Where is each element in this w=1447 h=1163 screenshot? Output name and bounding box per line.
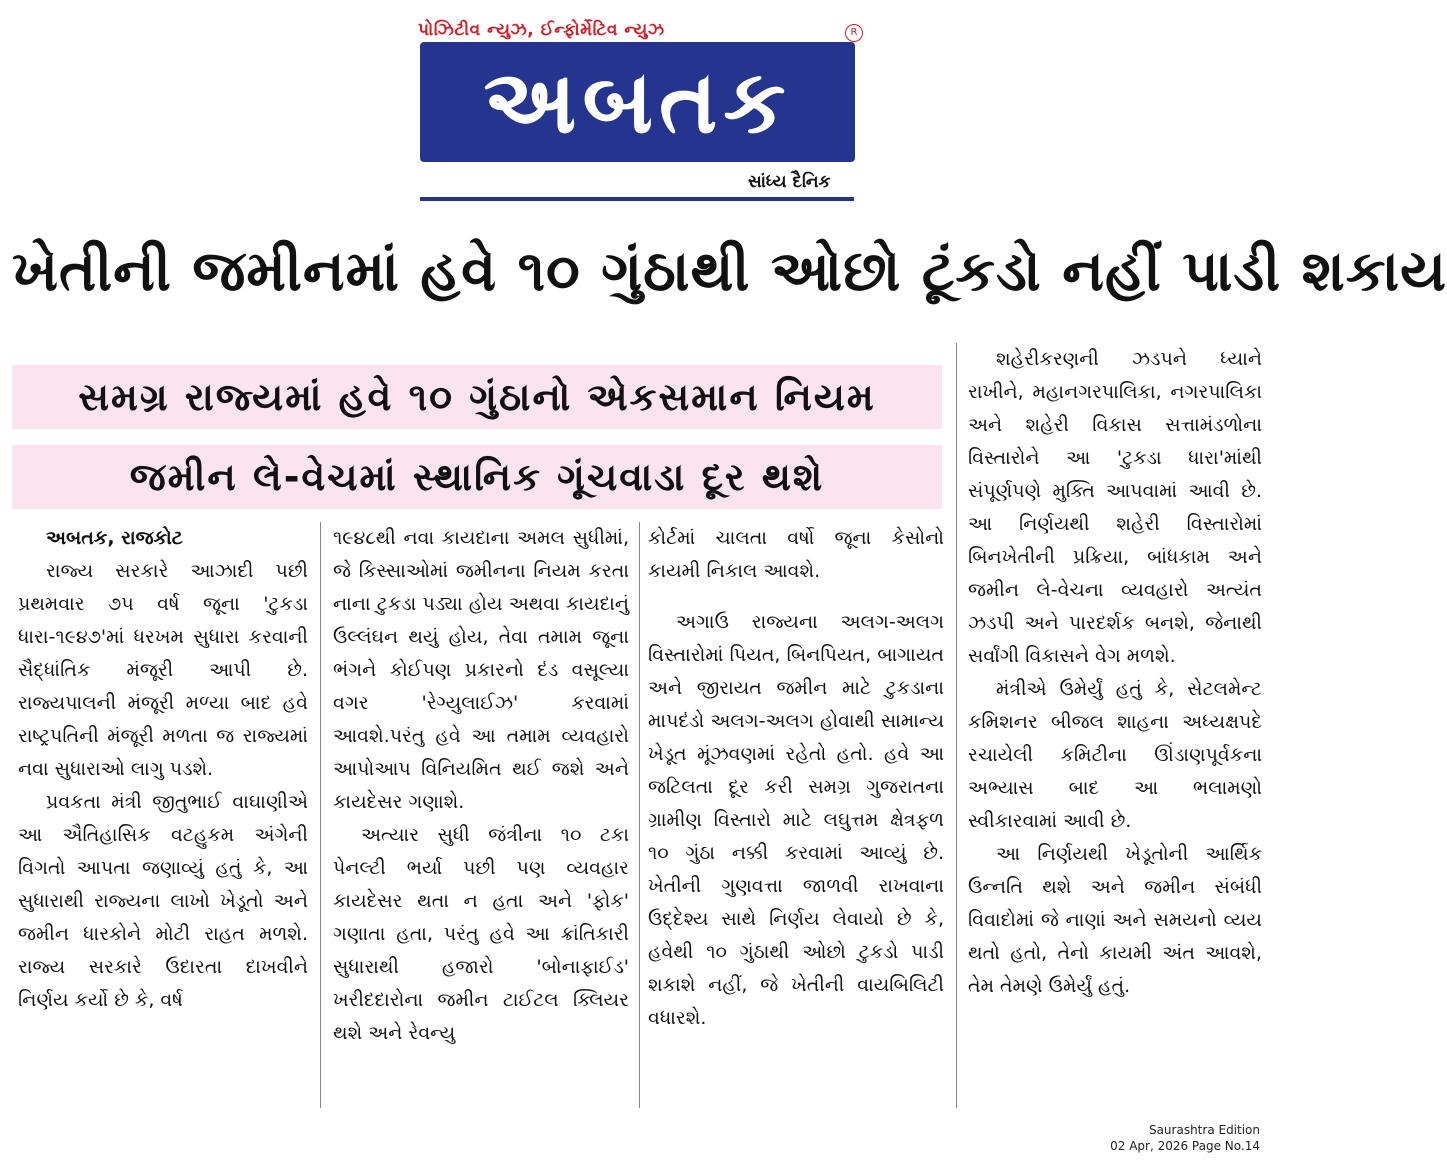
paragraph: મંત્રીએ ઉમેર્યું હતું કે, સેટલમેન્ટ કમિશનર બીજલ શાહના અધ્યક્ષપદે રચાયેલી કમિટીના ઊંડાણપૂર્વકના અભ્યાસ બાદ આ ભલામણો સ્વીકારવામાં આવી છે. — [968, 678, 1262, 832]
registered-mark: R — [845, 24, 863, 42]
column-divider — [956, 343, 957, 1108]
edition-date-page: 02 Apr, 2026 Page No.14 — [1110, 1139, 1260, 1153]
article-column-2 — [333, 522, 629, 1050]
subheadline-2: જમીન લે-વેચમાં સ્થાનિક ગૂંચવાડા દૂર થશે — [12, 445, 942, 509]
masthead — [0, 0, 1274, 210]
masthead-tagline: પોઝિટીવ ન્યુઝ, ઈન્ફોર્મેટિવ ન્યુઝ — [418, 20, 665, 40]
paragraph: પ્રવકતા મંત્રી જીતુભાઈ વાઘાણીએ આ ઐતિહાસિક વટહુકમ અંગેની વિગતો આપતા જણાવ્યું હતું કે, આ સુધારાથી રાજ્યના લાખો ખેડૂતો અને જમીન ધારકોને મોટી રાહત મળશે. રાજ્ય સરકારે ઉદારતા દાખવીને નિર્ણય કર્યો છે કે, વર્ષ — [18, 791, 308, 1011]
newspaper-logo: અબતક — [420, 42, 855, 162]
paragraph: આ નિર્ણયથી ખેડૂતોની આર્થિક ઉન્નતિ થશે અને જમીન સંબંધી વિવાદોમાં જે નાણાં અને સમયનો વ્યય થતો હતો, તેનો કાયમી અંત આવશે, તેમ તેમણે ઉમેર્યું હતું. — [968, 843, 1262, 997]
paragraph: કોર્ટમાં ચાલતા વર્ષો જૂના કેસોનો કાયમી નિકાલ આવશે. — [648, 527, 944, 582]
main-headline: ખેતીની જમીનમાં હવે ૧૦ ગુંઠાથી ઓછો ટૂંકડો નહીં પાડી શકાય — [12, 239, 1447, 304]
masthead-underline — [420, 197, 854, 201]
article-column-4 — [968, 343, 1262, 1003]
column-divider — [320, 522, 321, 1108]
edition-name: Saurashtra Edition — [1148, 1123, 1260, 1137]
paragraph: ૧૯૪૮થી નવા કાયદાના અમલ સુધીમાં, જે કિસ્સાઓમાં જમીનના નિયમ કરતા નાના ટુકડા પડ્યા હોય અથવા કાયદાનું ઉલ્લંઘન થયું હોય, તેવા તમામ જૂના ભંગને કોઈપણ પ્રકારનો દંડ વસૂલ્યા વગર 'રેગ્યુલાઈઝ' કરવામાં આવશે.પરંતુ હવે આ તમામ વ્યવહારો આપોઆપ વિનિયમિત થઈ જશે અને કાયદેસર ગણાશે. — [333, 527, 629, 813]
paragraph: અગાઉ રાજ્યના અલગ-અલગ વિસ્તારોમાં પિયત, બિનપિયત, બાગાયત અને જીરાયત જમીન માટે ટુકડાના માપદંડો અલગ-અલગ હોવાથી સામાન્ય ખેડૂત મૂંઝવણમાં રહેતો હતો. હવે આ જટિલતા દૂર કરી સમગ્ર ગુજરાતના ગ્રામીણ વિસ્તારો માટે લઘુત્તમ ક્ષેત્રફળ ૧૦ ગુંઠા નક્કી કરવામાં આવ્યું છે. ખેતીની ગુણવત્તા જાળવી રાખવાના ઉદ્દેશ્ય સાથે નિર્ણય લેવાયો છે કે, હવેથી ૧૦ ગુંઠાથી ઓછો ટુકડો પાડી શકાશે નહીં, જે ખેતીની વાયબિલિટી વધારશે. — [648, 611, 944, 1029]
column-divider — [639, 522, 640, 1108]
edition-info — [1110, 1122, 1260, 1154]
article-column-1 — [18, 522, 308, 1017]
paragraph: રાજ્ય સરકારે આઝાદી પછી પ્રથમવાર ૭૫ વર્ષ જૂના 'ટુકડા ધારા-૧૯૪૭'માં ધરખમ સુધારા કરવાની સૈદ્ધાંતિક મંજૂરી આપી છે. રાજ્યપાલની મંજૂરી મળ્યા બાદ હવે રાષ્ટ્રપતિની મંજૂરી મળતા જ રાજ્યમાં નવા સુધારાઓ લાગુ પડશે. — [18, 560, 308, 780]
article-dateline: અબતક, રાજકોટ — [46, 527, 183, 549]
paragraph: શહેરીકરણની ઝડપને ધ્યાને રાખીને, મહાનગરપાલિકા, નગરપાલિકા અને શહેરી વિકાસ સત્તામંડળોના વિસ્તારોને આ 'ટુકડા ધારા'માંથી સંપૂર્ણપણે મુક્તિ આપવામાં આવી છે. આ નિર્ણયથી શહેરી વિસ્તારોમાં બિનખેતીની પ્રક્રિયા, બાંધકામ અને જમીન લે-વેચના વ્યવહારો અત્યંત ઝડપી અને પારદર્શક બનશે, જેનાથી સર્વાંગી વિકાસને વેગ મળશે. — [968, 348, 1262, 667]
article-column-3 — [648, 522, 944, 1035]
masthead-subtitle: સાંધ્ય દૈનિક — [748, 172, 831, 192]
paragraph: અત્યાર સુધી જંત્રીના ૧૦ ટકા પેનલ્ટી ભર્યા પછી પણ વ્યવહાર કાયદેસર થતા ન હતા અને 'ફોક' ગણાતા હતા, પરંતુ હવે આ ક્રાંતિકારી સુધારાથી હજારો 'બોનાફાઈડ' ખરીદદારોના જમીન ટાઈટલ ક્લિયર થશે અને રેવન્યુ — [333, 824, 629, 1044]
subheadline-1: સમગ્ર રાજ્યમાં હવે ૧૦ ગુંઠાનો એકસમાન નિયમ — [12, 365, 942, 429]
